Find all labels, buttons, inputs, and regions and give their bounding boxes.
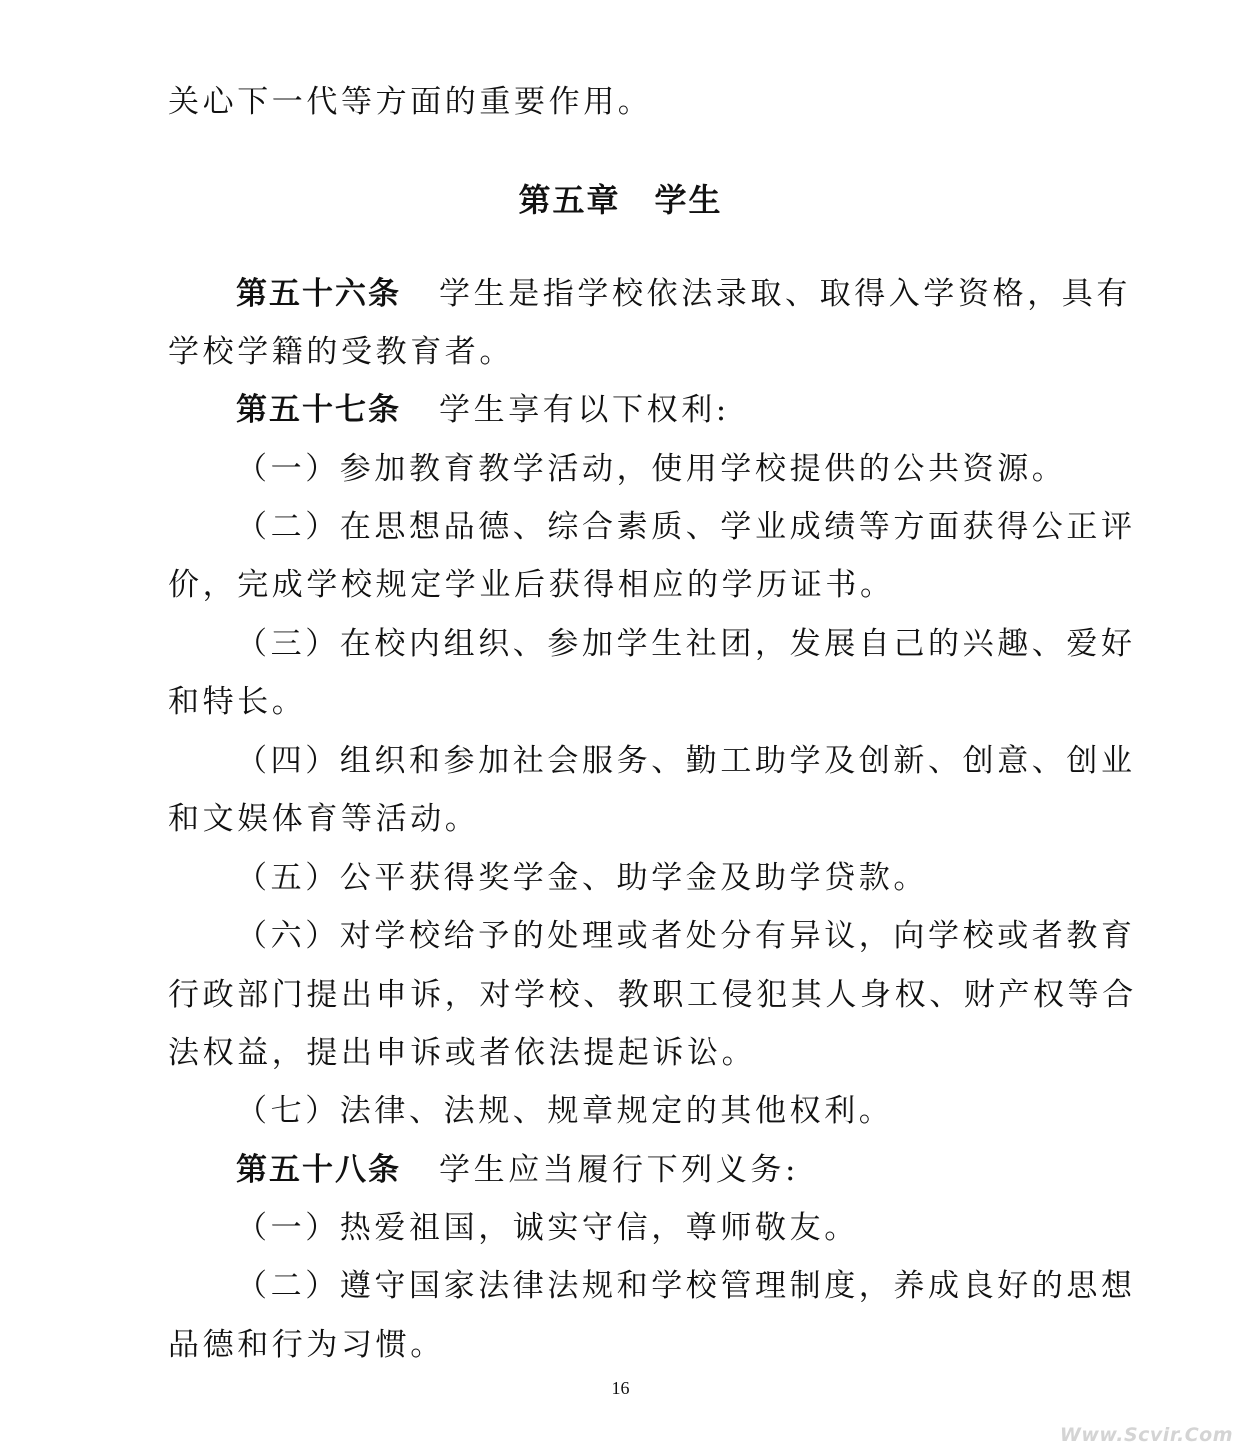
page-number: 16	[611, 1378, 630, 1398]
article-57-item-2-line-2: 价，完成学校规定学业后获得相应的学历证书。	[168, 567, 895, 603]
article-57-item-4-line-2: 和文娱体育等活动。	[168, 801, 480, 837]
article-58-intro: 学生应当履行下列义务:	[439, 1152, 800, 1188]
article-58-item-2-line-1: （二）遵守国家法律法规和学校管理制度，养成良好的思想	[236, 1268, 1136, 1304]
article-56-number: 第五十六条	[236, 276, 401, 312]
article-58-number: 第五十八条	[236, 1152, 401, 1188]
continued-text-line: 关心下一代等方面的重要作用。	[168, 84, 653, 120]
article-56-line-1	[236, 274, 1156, 314]
article-58-item-1: （一）热爱祖国，诚实守信，尊师敬友。	[236, 1210, 859, 1246]
article-57-item-7: （七）法律、法规、规章规定的其他权利。	[236, 1093, 894, 1129]
article-58-line-1	[236, 1150, 1156, 1190]
article-57-item-1: （一）参加教育教学活动，使用学校提供的公共资源。	[236, 451, 1067, 487]
article-57-item-3-line-2: 和特长。	[168, 684, 307, 720]
article-57-item-4-line-1: （四）组织和参加社会服务、勤工助学及创新、创意、创业	[236, 743, 1136, 779]
site-watermark: Www.Scvir.Com	[1059, 1424, 1233, 1446]
article-57-line-1	[236, 390, 1156, 430]
chapter-heading	[0, 178, 1241, 222]
article-57-number: 第五十七条	[236, 392, 401, 428]
article-57-item-6-line-2: 行政部门提出申诉，对学校、教职工侵犯其人身权、财产权等合	[168, 977, 1137, 1013]
chapter-title: 学生	[654, 181, 723, 219]
article-56-text: 学生是指学校依法录取、取得入学资格，具有	[439, 276, 1131, 312]
article-57-item-3-line-1: （三）在校内组织、参加学生社团，发展自己的兴趣、爱好	[236, 626, 1136, 662]
article-57-intro: 学生享有以下权利:	[439, 392, 730, 428]
article-57-item-2-line-1: （二）在思想品德、综合素质、学业成绩等方面获得公正评	[236, 509, 1136, 545]
chapter-number: 第五章	[518, 181, 621, 219]
article-58-item-2-line-2: 品德和行为习惯。	[168, 1327, 445, 1363]
article-57-item-6-line-3: 法权益，提出申诉或者依法提起诉讼。	[168, 1035, 757, 1071]
article-57-item-5: （五）公平获得奖学金、助学金及助学贷款。	[236, 860, 928, 896]
article-57-item-6-line-1: （六）对学校给予的处理或者处分有异议，向学校或者教育	[236, 918, 1136, 954]
article-56-line-2: 学校学籍的受教育者。	[168, 334, 514, 370]
